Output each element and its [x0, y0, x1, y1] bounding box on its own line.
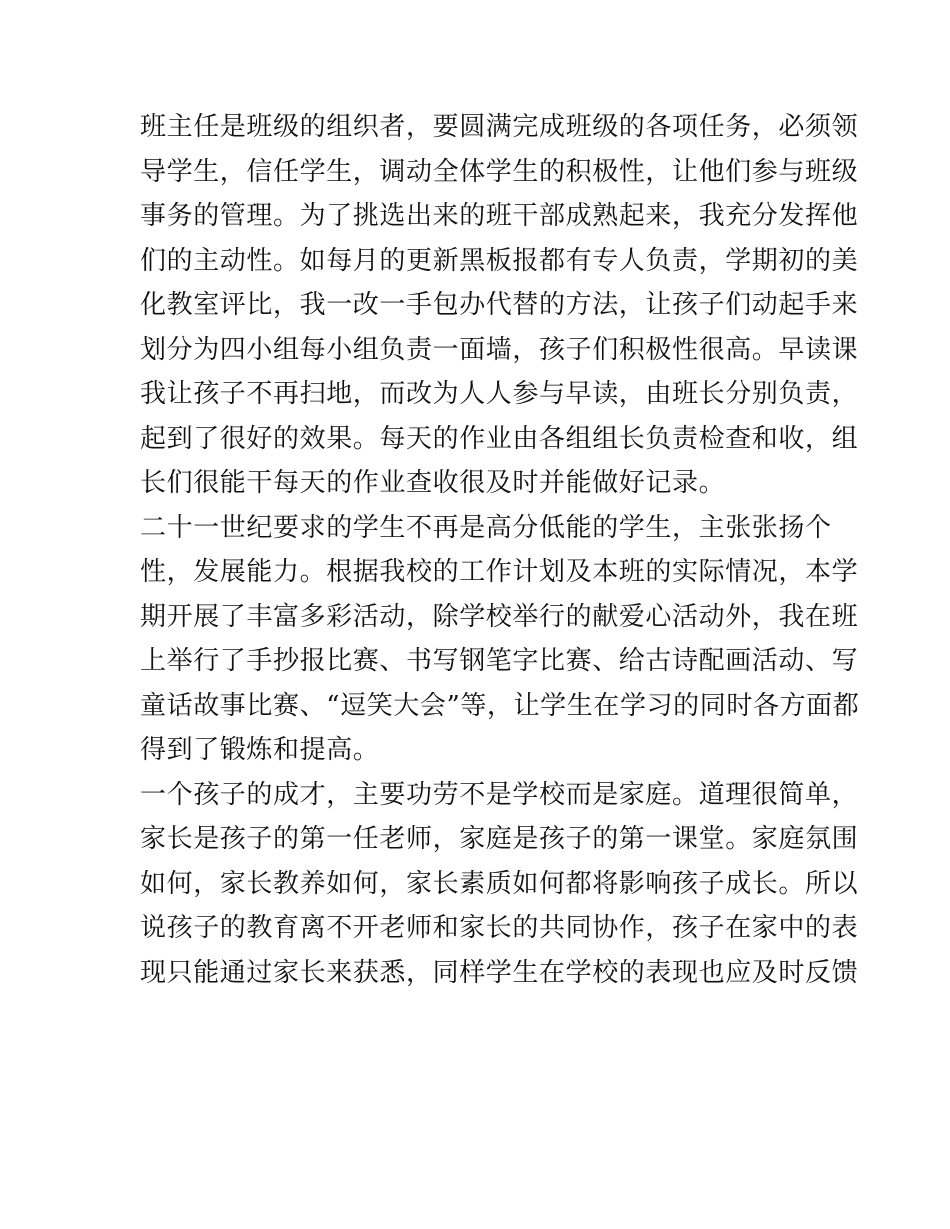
- text-line: 家长是孩子的第一任老师，家庭是孩子的第一课堂。家庭氛围: [140, 824, 859, 854]
- text-line: 现只能通过家长来获悉，同样学生在学校的表现也应及时反馈: [140, 957, 859, 988]
- text-line: 性，发展能力。根据我校的工作计划及本班的实际情况，本学: [140, 557, 859, 587]
- text-line: 们的主动性。如每月的更新黑板报都有专人负责，学期初的美: [140, 245, 859, 276]
- text-line: 说孩子的教育离不开老师和家长的共同协作，孩子在家中的表: [140, 913, 859, 943]
- text-line: 导学生，信任学生，调动全体学生的积极性，让他们参与班级: [140, 156, 859, 187]
- text-line: 期开展了丰富多彩活动，除学校举行的献爱心活动外，我在班: [140, 601, 859, 632]
- document-body: [140, 105, 860, 995]
- text-line: 上举行了手抄报比赛、书写钢笔字比赛、给古诗配画活动、写: [140, 646, 859, 676]
- text-line: 童话故事比赛、“逗笑大会”等，让学生在学习的同时各方面都: [140, 690, 860, 721]
- text-line: 事务的管理。为了挑选出来的班干部成熟起来，我充分发挥他: [140, 201, 859, 231]
- text-line: 得到了锻炼和提高。: [140, 735, 380, 765]
- text-line: 化教室评比，我一改一手包办代替的方法，让孩子们动起手来: [140, 290, 859, 320]
- text-line: 二十一世纪要求的学生不再是高分低能的学生，主张张扬个: [140, 512, 832, 543]
- text-line: 如何，家长教养如何，家长素质如何都将影响孩子成长。所以: [140, 868, 859, 899]
- paragraph-family-education: [140, 773, 859, 996]
- text-line: 起到了很好的效果。每天的作业由各组组长负责检查和收，组: [140, 423, 859, 454]
- paragraph-class-management: [140, 105, 859, 506]
- text-line: 班主任是班级的组织者，要圆满完成班级的各项任务，必须领: [140, 112, 859, 142]
- text-line: 划分为四小组每小组负责一面墙，孩子们积极性很高。早读课: [140, 334, 859, 365]
- text-line: 我让孩子不再扫地，而改为人人参与早读，由班长分别负责，: [140, 379, 859, 409]
- text-line: 一个孩子的成才，主要功劳不是学校而是家庭。道理很简单，: [140, 779, 859, 810]
- paragraph-activities: [140, 506, 860, 773]
- text-line: 长们很能干每天的作业查收很及时并能做好记录。: [140, 468, 726, 498]
